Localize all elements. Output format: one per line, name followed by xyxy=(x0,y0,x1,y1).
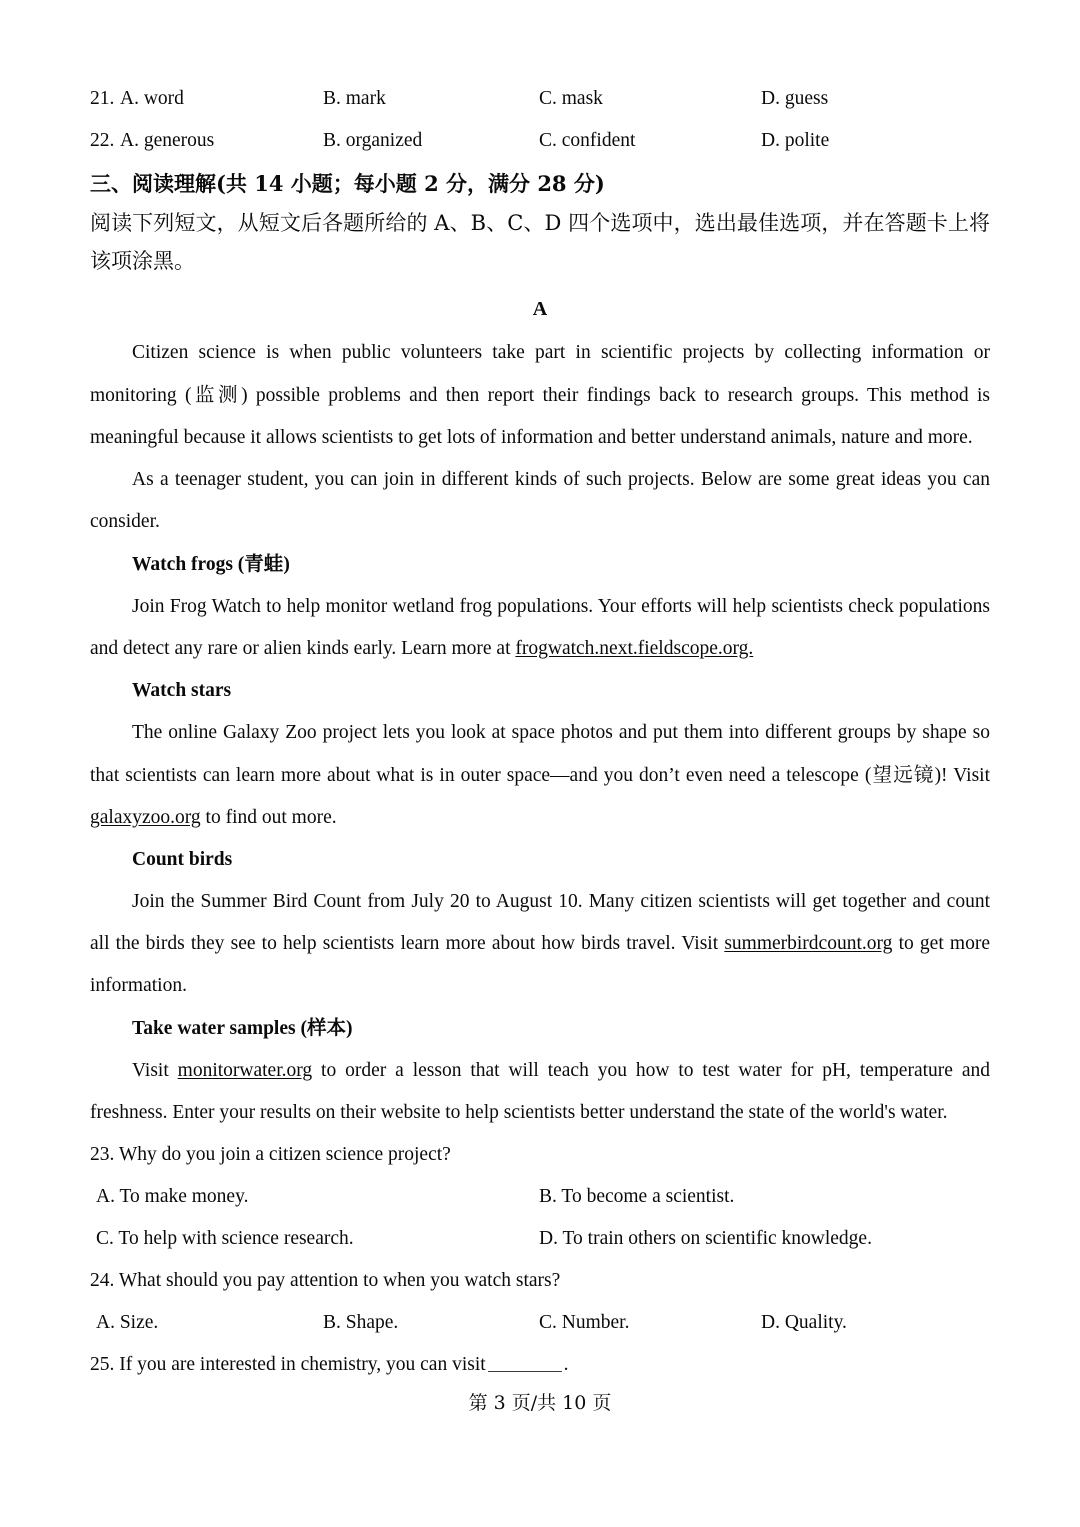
option-b[interactable]: B. mark xyxy=(323,88,386,109)
link-galaxyzoo[interactable]: galaxyzoo.org xyxy=(90,807,201,828)
passage-label: A xyxy=(532,298,548,320)
subheading-close: ) xyxy=(345,1018,353,1039)
stem-text-post: . xyxy=(563,1354,569,1375)
question-options-row xyxy=(90,1302,990,1344)
option-a[interactable]: A. word xyxy=(120,88,184,109)
option-a[interactable]: A. Size. xyxy=(96,1312,159,1333)
passage-paragraph-take-water-samples xyxy=(90,1050,990,1134)
question-number: 22. xyxy=(90,130,115,151)
option-a[interactable]: A. To make money. xyxy=(96,1186,249,1207)
subheading-text: Take water samples ( xyxy=(132,1018,307,1039)
passage-subheading-count-birds xyxy=(90,839,990,881)
link-frogwatch[interactable]: frogwatch.next.fieldscope.org. xyxy=(515,638,754,659)
section-instruction: 阅读下列短文，从短文后各题所给的 A、B、C、D 四个选项中，选出最佳选项，并在答题卡上将该项涂黑。 xyxy=(90,211,990,273)
question-stem-25 xyxy=(90,1344,990,1386)
paragraph-text-post: ) possible problems and then report their findings back to research groups. This method is meaningful because it allows scientists to get lots of information and better understand animals, nature and more. xyxy=(90,385,990,448)
question-number: 21. xyxy=(90,88,115,109)
section-heading: 三、阅读理解(共 14 小题；每小题 2 分，满分 28 分) xyxy=(90,171,605,196)
option-d[interactable]: D. To train others on scientific knowledge. xyxy=(539,1228,872,1249)
passage-paragraph: As a teenager student, you can join in different kinds of such projects. Below are some great ideas you can consider. xyxy=(90,469,990,532)
body-text-post: to find out more. xyxy=(200,807,337,828)
passage-paragraph-watch-stars xyxy=(90,712,990,839)
question-options-row xyxy=(90,1176,990,1218)
option-c[interactable]: C. Number. xyxy=(539,1312,630,1333)
body-text-pre: Join the Summer Bird Count from July 20 to August 10. Many citizen scientists will get together and count all the birds they see to help scientists learn more about how birds travel. Visit xyxy=(90,891,990,954)
subheading-text: Watch stars xyxy=(132,680,232,701)
passage-paragraph-watch-frogs xyxy=(90,586,990,670)
option-d[interactable]: D. guess xyxy=(761,88,829,109)
subheading-text: Count birds xyxy=(132,849,233,870)
body-text-pre: The online Galaxy Zoo project lets you look at space photos and put them into different groups by shape so that scientists can learn more about what is in outer space—and you don’t even need a telescope ( xyxy=(90,722,990,786)
passage-subheading-take-water-samples xyxy=(90,1007,990,1050)
passage-paragraph xyxy=(90,332,990,459)
link-monitorwater[interactable]: monitorwater.org xyxy=(177,1060,313,1081)
page-content xyxy=(90,78,990,1386)
option-b[interactable]: B. Shape. xyxy=(323,1312,399,1333)
page-footer: 第 3 页/共 10 页 xyxy=(468,1392,612,1414)
gloss-chinese: 监测 xyxy=(191,383,242,406)
option-d[interactable]: D. Quality. xyxy=(761,1312,847,1333)
option-b[interactable]: B. To become a scientist. xyxy=(539,1186,735,1207)
option-c[interactable]: C. To help with science research. xyxy=(96,1228,354,1249)
body-text-mid: )! Visit xyxy=(934,765,990,786)
paragraph-text-pre: Citizen science is when public volunteers take part in scientific projects by collecting information or monitoring ( xyxy=(90,342,990,406)
passage-subheading-watch-frogs xyxy=(90,543,990,586)
body-text-pre: Join Frog Watch to help monitor wetland frog populations. Your efforts will help scientists check populations and detect any rare or alien kinds early. Learn more at xyxy=(90,596,990,659)
body-text-pre: Visit xyxy=(132,1060,178,1081)
passage-subheading-watch-stars xyxy=(90,670,990,712)
cloze-option-row xyxy=(90,120,990,162)
body-text-post: to get more information. xyxy=(90,933,990,996)
passage-paragraph-count-birds xyxy=(90,881,990,1007)
question-stem-23: 23. Why do you join a citizen science project? xyxy=(90,1144,451,1165)
link-summerbirdcount[interactable]: summerbirdcount.org xyxy=(724,933,893,954)
option-a[interactable]: A. generous xyxy=(120,130,215,151)
question-stem-24: 24. What should you pay attention to when you watch stars? xyxy=(90,1270,561,1291)
option-b[interactable]: B. organized xyxy=(323,130,423,151)
answer-blank[interactable] xyxy=(488,1371,562,1372)
gloss-chinese: 望远镜 xyxy=(871,763,935,786)
subheading-chinese: 样本 xyxy=(306,1016,346,1039)
question-options-row xyxy=(90,1218,990,1260)
body-text-post: to order a lesson that will teach you how to test water for pH, temperature and freshness. Enter your results on their website to help scientists better understand the state of the world's water. xyxy=(90,1060,990,1123)
subheading-text: Watch frogs ( xyxy=(132,554,245,575)
subheading-chinese: 青蛙 xyxy=(244,552,284,575)
stem-text-pre: 25. If you are interested in chemistry, you can visit xyxy=(90,1354,486,1375)
subheading-close: ) xyxy=(283,554,290,575)
option-c[interactable]: C. confident xyxy=(539,130,636,151)
option-c[interactable]: C. mask xyxy=(539,88,603,109)
cloze-option-row xyxy=(90,78,990,120)
option-d[interactable]: D. polite xyxy=(761,130,830,151)
